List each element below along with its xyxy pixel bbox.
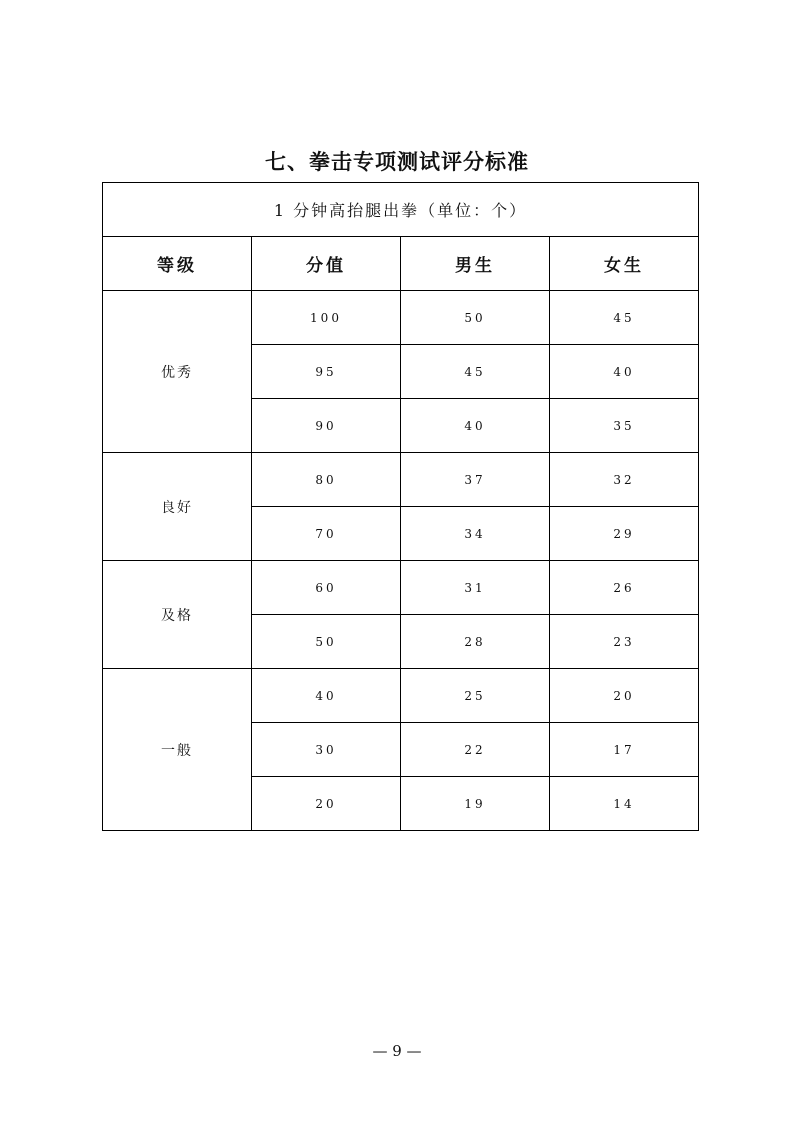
female-cell: 45 <box>550 291 699 345</box>
table-row <box>103 291 699 345</box>
score-cell: 80 <box>252 453 401 507</box>
header-score: 分值 <box>252 237 401 291</box>
score-cell: 20 <box>252 777 401 831</box>
table-row <box>103 669 699 723</box>
female-cell: 32 <box>550 453 699 507</box>
grade-cell: 一般 <box>103 669 252 831</box>
header-female: 女生 <box>550 237 699 291</box>
page-number: — 9 — <box>372 1042 422 1060</box>
grade-cell: 及格 <box>103 561 252 669</box>
male-cell: 37 <box>401 453 550 507</box>
male-cell: 40 <box>401 399 550 453</box>
score-cell: 90 <box>252 399 401 453</box>
female-cell: 17 <box>550 723 699 777</box>
grade-cell: 良好 <box>103 453 252 561</box>
score-cell: 60 <box>252 561 401 615</box>
score-cell: 70 <box>252 507 401 561</box>
table-row <box>103 453 699 507</box>
female-cell: 40 <box>550 345 699 399</box>
table-header-row <box>103 237 699 291</box>
female-cell: 14 <box>550 777 699 831</box>
page-title: 七、拳击专项测试评分标准 <box>265 150 529 174</box>
score-cell: 95 <box>252 345 401 399</box>
table-caption-row <box>103 183 699 237</box>
header-grade: 等级 <box>103 237 252 291</box>
male-cell: 50 <box>401 291 550 345</box>
male-cell: 25 <box>401 669 550 723</box>
female-cell: 29 <box>550 507 699 561</box>
scoring-table <box>102 182 699 831</box>
male-cell: 22 <box>401 723 550 777</box>
grade-cell: 优秀 <box>103 291 252 453</box>
score-cell: 40 <box>252 669 401 723</box>
female-cell: 35 <box>550 399 699 453</box>
male-cell: 31 <box>401 561 550 615</box>
male-cell: 28 <box>401 615 550 669</box>
score-cell: 30 <box>252 723 401 777</box>
table-row <box>103 561 699 615</box>
male-cell: 45 <box>401 345 550 399</box>
female-cell: 23 <box>550 615 699 669</box>
female-cell: 26 <box>550 561 699 615</box>
header-male: 男生 <box>401 237 550 291</box>
table-caption: 1 分钟高抬腿出拳（单位：个） <box>103 183 699 237</box>
female-cell: 20 <box>550 669 699 723</box>
score-cell: 50 <box>252 615 401 669</box>
score-cell: 100 <box>252 291 401 345</box>
male-cell: 34 <box>401 507 550 561</box>
male-cell: 19 <box>401 777 550 831</box>
